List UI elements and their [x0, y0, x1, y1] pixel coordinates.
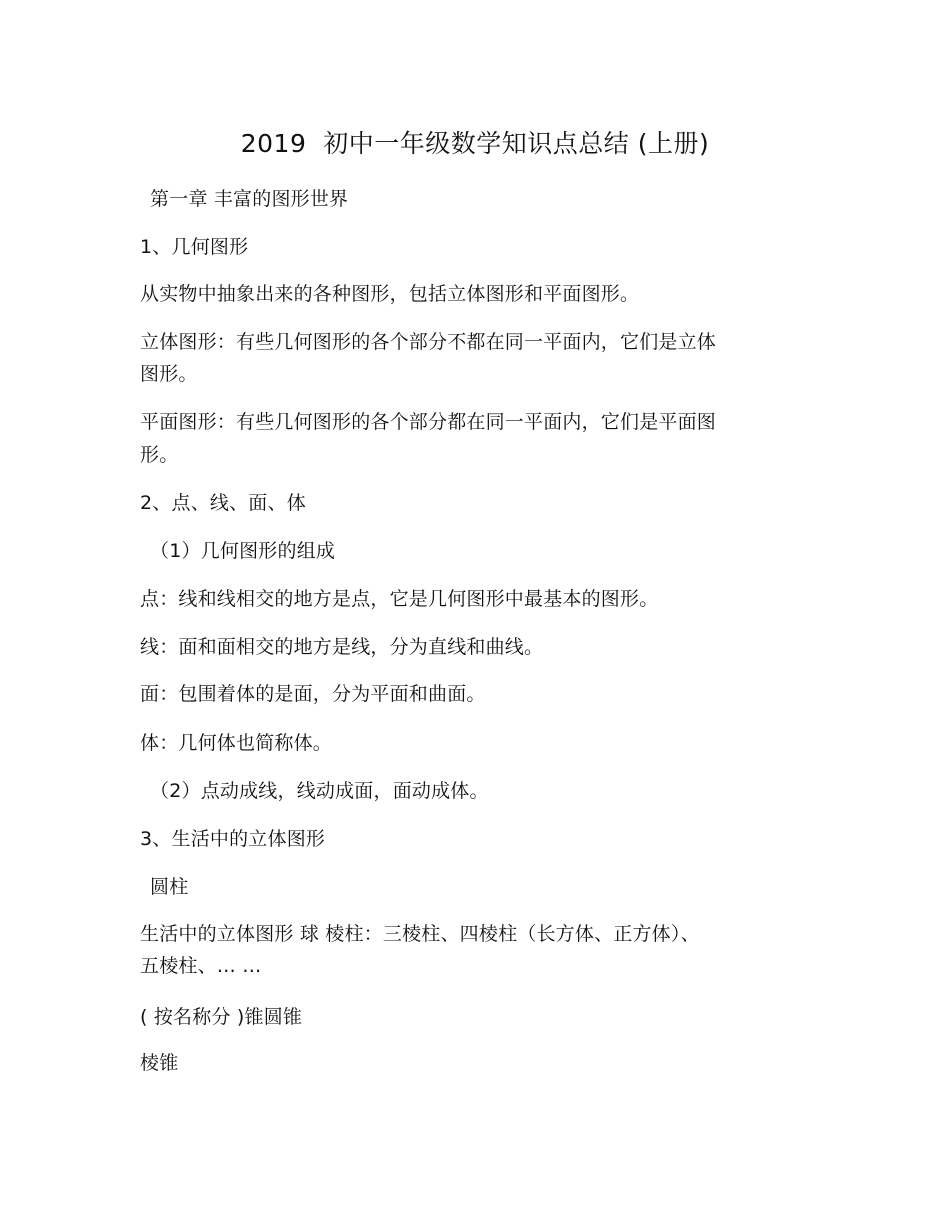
label-cylinder: 圆柱	[150, 876, 189, 898]
paragraph-plane-definition-line2: 形。	[140, 444, 179, 466]
paragraph-figures-intro: 从实物中抽象出来的各种图形，包括立体图形和平面图形。	[140, 283, 640, 305]
paragraph-solid-definition-line2: 图形。	[140, 363, 198, 385]
paragraph-face-definition: 面：包围着体的是面，分为平面和曲面。	[140, 683, 486, 705]
paragraph-motion-statement: （2）点动成线，线动成面，面动成体。	[150, 780, 489, 802]
subsection-heading-composition: （1）几何图形的组成	[150, 540, 336, 562]
section-heading-solids-in-life: 3、生活中的立体图形	[140, 828, 326, 850]
paragraph-classify-by-name: ( 按名称分 )锥圆锥	[140, 1006, 303, 1028]
paragraph-line-definition: 线：面和面相交的地方是线，分为直线和曲线。	[140, 636, 544, 658]
paragraph-solids-in-life-line2: 五棱柱、… …	[140, 955, 262, 977]
section-heading-point-line-face-body: 2、点、线、面、体	[140, 492, 306, 514]
section-heading-geometric-figures: 1、几何图形	[140, 236, 249, 258]
paragraph-body-definition: 体：几何体也简称体。	[140, 732, 333, 754]
label-pyramid: 棱锥	[140, 1052, 179, 1074]
paragraph-solids-in-life-line1: 生活中的立体图形 球 棱柱：三棱柱、四棱柱（长方体、正方体）、	[140, 923, 700, 945]
paragraph-point-definition: 点：线和线相交的地方是点，它是几何图形中最基本的图形。	[140, 588, 659, 610]
page-title: 2019 初中一年级数学知识点总结 (上册)	[240, 129, 710, 158]
paragraph-solid-definition-line1: 立体图形：有些几何图形的各个部分不都在同一平面内，它们是立体	[140, 331, 717, 353]
paragraph-plane-definition-line1: 平面图形：有些几何图形的各个部分都在同一平面内，它们是平面图	[140, 411, 717, 433]
chapter-heading: 第一章 丰富的图形世界	[150, 188, 349, 210]
